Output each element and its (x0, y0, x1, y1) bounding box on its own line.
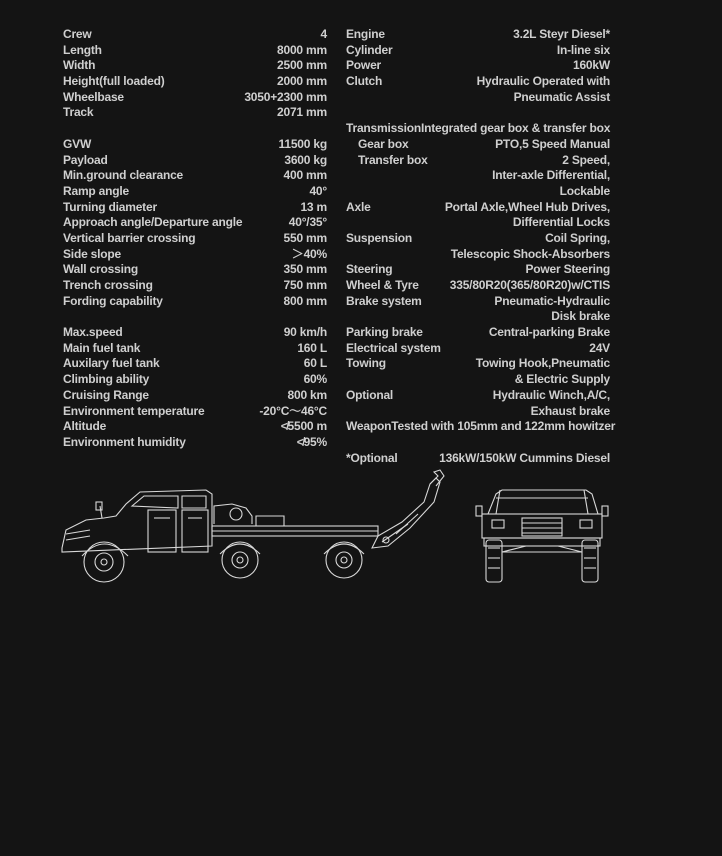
spec-value: 136kW/150kW Cummins Diesel (439, 450, 610, 465)
spec-row (346, 200, 610, 216)
spec-value: 3.2L Steyr Diesel* (513, 27, 610, 41)
spec-label: Wall crossing (63, 262, 138, 277)
spec-row (346, 74, 610, 90)
spec-row (63, 356, 327, 372)
spec-label: Height(full loaded) (63, 74, 165, 89)
spec-label: Main fuel tank (63, 340, 141, 355)
spec-label: Suspension (346, 230, 413, 245)
spec-value: 800 km (287, 387, 327, 402)
spec-value: 2500 mm (277, 58, 327, 73)
spec-label: Gear box (358, 136, 409, 151)
spec-row (346, 451, 610, 467)
spec-row (346, 121, 610, 137)
spec-row (63, 43, 327, 59)
spec-label: Wheel & Tyre (346, 278, 419, 292)
spec-row (63, 388, 327, 404)
spec-row (63, 90, 327, 106)
spec-row (63, 137, 327, 153)
spec-label: Weapon (346, 419, 392, 434)
spec-value: 8000 mm (277, 42, 327, 57)
spec-value: Central-parking Brake (488, 325, 610, 340)
spec-row (63, 200, 327, 216)
spec-label: Engine (346, 27, 385, 41)
spec-label: Clutch (346, 74, 383, 89)
spec-value: ≮5500 m (280, 419, 327, 434)
spec-label: Wheelbase (63, 89, 124, 104)
spec-row (63, 325, 327, 341)
spec-value: 40°/35° (288, 215, 327, 230)
spec-row (346, 388, 610, 404)
spec-row (63, 435, 327, 451)
spec-label: Approach angle/Departure angle (63, 215, 243, 230)
spec-row (346, 278, 610, 294)
spec-label: Parking brake (346, 325, 423, 340)
spec-label: GVW (63, 136, 92, 151)
spec-value: 24V (589, 340, 610, 355)
spec-row (63, 153, 327, 169)
spec-label: Steering (346, 262, 393, 277)
spec-value: Telescopic Shock-Absorbers (450, 246, 610, 261)
spec-row (63, 231, 327, 247)
spec-value: 335/80R20(365/80R20)w/CTIS (449, 278, 610, 292)
spec-value: 2000 mm (277, 74, 327, 89)
spec-label: Electrical system (346, 340, 441, 355)
spec-row (346, 356, 610, 372)
spec-row (346, 168, 610, 184)
spec-value: 4 (320, 27, 327, 41)
spec-label: Vertical barrier crossing (63, 230, 196, 245)
spec-gap (63, 309, 327, 325)
spec-value: Disk brake (551, 309, 610, 324)
spec-value: Inter-axle Differential, (492, 168, 610, 183)
spec-row (346, 153, 610, 169)
spec-value: 800 mm (283, 293, 327, 308)
spec-label: *Optional (346, 450, 398, 465)
spec-label: Cylinder (346, 42, 393, 57)
spec-label: Environment temperature (63, 403, 205, 418)
spec-value: ≮95% (296, 434, 327, 449)
spec-row (63, 215, 327, 231)
spec-value: Tested with 105mm and 122mm howitzer (391, 419, 616, 434)
spec-value: -20°C～46°C (259, 403, 327, 418)
spec-value: Pneumatic Assist (513, 89, 610, 104)
spec-label: Climbing ability (63, 372, 150, 387)
spec-label: Optional (346, 387, 394, 402)
spec-value: 13 m (300, 199, 327, 214)
spec-row (346, 215, 610, 231)
spec-value: 400 mm (283, 168, 327, 183)
spec-value: Lockable (559, 183, 610, 198)
spec-label: Crew (63, 27, 92, 41)
spec-row (346, 309, 610, 325)
spec-value: Towing Hook,Pneumatic (475, 356, 610, 371)
spec-value: ＞40% (291, 246, 327, 261)
spec-row (63, 419, 327, 435)
vehicle-front-view (476, 490, 608, 582)
spec-label: Ramp angle (63, 183, 130, 198)
spec-row (63, 58, 327, 74)
spec-row (63, 184, 327, 200)
spec-value: Pneumatic-Hydraulic (494, 293, 610, 308)
spec-row (346, 58, 610, 74)
spec-row (346, 294, 610, 310)
spec-value: Coil Spring, (545, 230, 610, 245)
spec-gap (346, 435, 610, 451)
spec-value: Integrated gear box & transfer box (420, 121, 611, 136)
spec-label: Altitude (63, 419, 107, 434)
spec-row (346, 325, 610, 341)
spec-row (63, 168, 327, 184)
vehicle-drawings (56, 468, 616, 593)
spec-label: Power (346, 58, 382, 73)
spec-value: PTO,5 Speed Manual (495, 136, 610, 151)
spec-row (346, 27, 610, 43)
spec-label: Auxilary fuel tank (63, 356, 160, 371)
spec-row (63, 372, 327, 388)
spec-label: Trench crossing (63, 278, 153, 292)
spec-gap (346, 105, 610, 121)
spec-row (63, 294, 327, 310)
spec-row (346, 262, 610, 278)
spec-label: Transmission (346, 121, 421, 136)
spec-value: 750 mm (283, 278, 327, 292)
spec-value: 160kW (572, 58, 610, 73)
spec-label: Environment humidity (63, 434, 186, 449)
spec-label: Side slope (63, 246, 122, 261)
spec-row (346, 184, 610, 200)
spec-value: 2 Speed, (562, 152, 610, 167)
spec-row (346, 247, 610, 263)
spec-value: Hydraulic Operated with (476, 74, 610, 89)
spec-row (346, 231, 610, 247)
spec-value: 550 mm (283, 230, 327, 245)
spec-label: Turning diameter (63, 199, 157, 214)
spec-label: Min.ground clearance (63, 168, 184, 183)
spec-row (63, 27, 327, 43)
spec-value: Hydraulic Winch,A/C, (492, 387, 610, 402)
spec-value: 350 mm (283, 262, 327, 277)
spec-value: 160 L (297, 340, 327, 355)
spec-label: Track (63, 105, 94, 120)
spec-row (346, 419, 616, 435)
spec-label: Fording capability (63, 293, 163, 308)
spec-row (346, 43, 610, 59)
spec-label: Axle (346, 199, 371, 214)
spec-value: 40° (309, 183, 327, 198)
spec-value: 90 km/h (283, 325, 327, 340)
spec-value: Power Steering (525, 262, 610, 277)
vehicle-side-view (62, 470, 444, 582)
spec-value: 11500 kg (278, 136, 327, 151)
spec-label: Payload (63, 152, 108, 167)
spec-row (346, 341, 610, 357)
spec-label: Transfer box (358, 152, 428, 167)
spec-row (63, 247, 327, 263)
spec-value: Differential Locks (512, 215, 610, 230)
spec-row (346, 90, 610, 106)
spec-row (63, 105, 327, 121)
spec-row (63, 262, 327, 278)
spec-label: Max.speed (63, 325, 123, 340)
spec-value: 60% (303, 372, 327, 387)
spec-row (63, 341, 327, 357)
spec-label: Towing (346, 356, 386, 371)
spec-row (346, 372, 610, 388)
right-spec-column (346, 27, 616, 466)
spec-value: 60 L (303, 356, 327, 371)
spec-label: Cruising Range (63, 387, 149, 402)
spec-value: In-line six (556, 42, 610, 57)
left-spec-column (63, 27, 327, 451)
spec-value: 3600 kg (284, 152, 327, 167)
spec-row (63, 404, 327, 420)
spec-row (63, 278, 327, 294)
spec-value: Portal Axle,Wheel Hub Drives, (444, 199, 610, 214)
spec-row (63, 74, 327, 90)
spec-value: 3050+2300 mm (244, 89, 327, 104)
spec-value: 2071 mm (277, 105, 327, 120)
spec-gap (63, 121, 327, 137)
spec-row (346, 137, 610, 153)
spec-value: & Electric Supply (514, 372, 610, 387)
spec-label: Length (63, 42, 102, 57)
spec-row (346, 404, 610, 420)
spec-value: Exhaust brake (530, 403, 610, 418)
spec-label: Width (63, 58, 96, 73)
spec-label: Brake system (346, 293, 422, 308)
